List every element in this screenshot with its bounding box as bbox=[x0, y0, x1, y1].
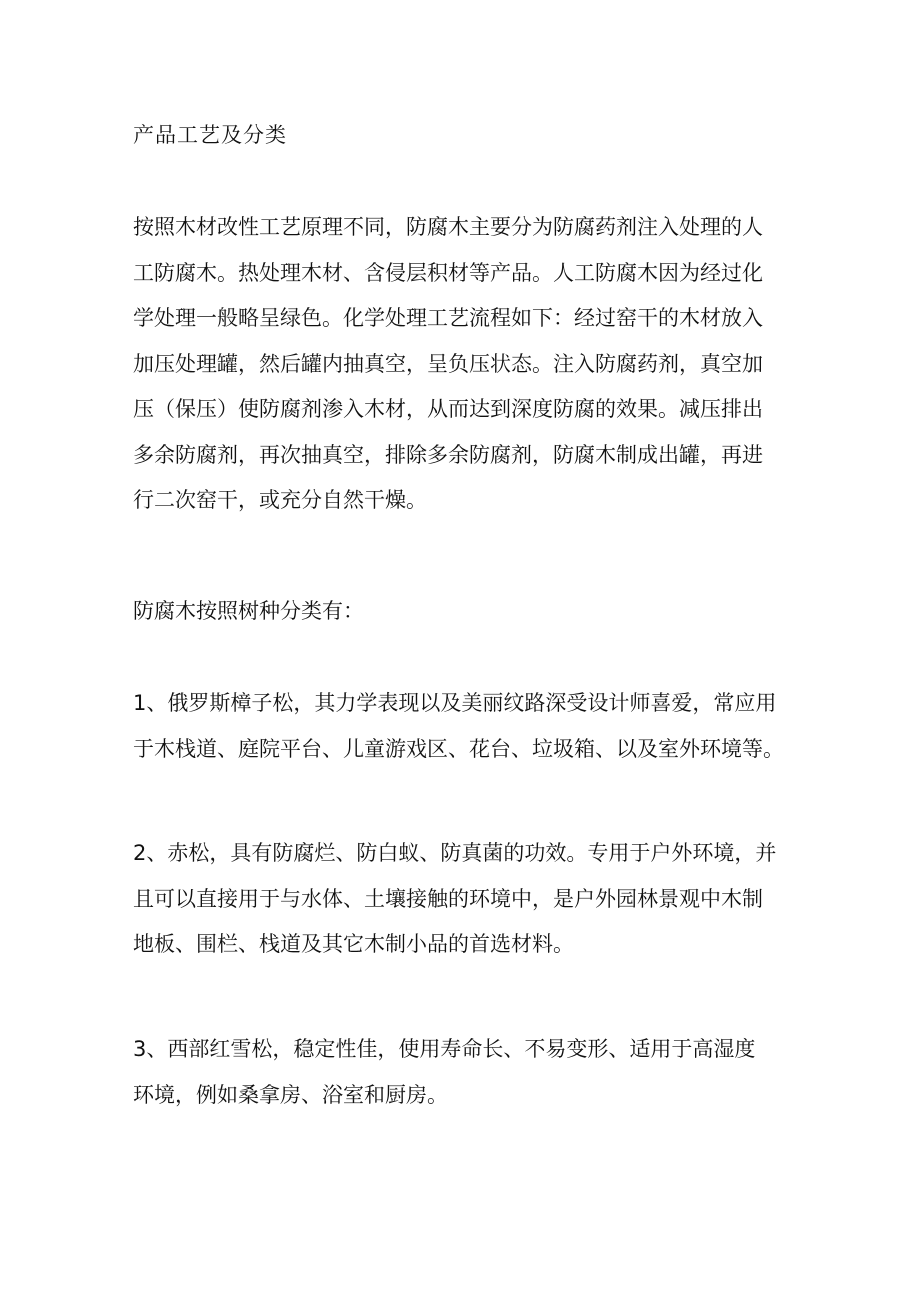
paragraph-line: 多余防腐剂，再次抽真空，排除多余防腐剂，防腐木制成出罐，再进 bbox=[133, 442, 763, 467]
paragraph-line: 按照木材改性工艺原理不同，防腐木主要分为防腐药剂注入处理的人 bbox=[133, 215, 763, 239]
list-item-line: 且可以直接用于与水体、土壤接触的环境中，是户外园林景观中木制 bbox=[133, 886, 763, 911]
list-item-line: 2、赤松，具有防腐烂、防白蚁、防真菌的功效。专用于户外环境，并 bbox=[133, 841, 777, 865]
paragraph-line: 学处理一般略呈绿色。化学处理工艺流程如下：经过窑干的木材放入 bbox=[133, 306, 763, 330]
list-item-line: 于木栈道、庭院平台、儿童游戏区、花台、垃圾箱、以及室外环境等。 bbox=[133, 736, 784, 761]
list-item bbox=[133, 831, 813, 968]
paragraph-line: 行二次窑干，或充分自然干燥。 bbox=[133, 488, 427, 512]
list-item bbox=[133, 681, 813, 772]
intro-paragraph bbox=[133, 205, 813, 524]
document-title: 产品工艺及分类 bbox=[133, 123, 287, 147]
paragraph-line: 工防腐木。热处理木材、含侵层积材等产品。人工防腐木因为经过化 bbox=[133, 260, 763, 285]
paragraph-line: 加压处理罐，然后罐内抽真空，呈负压状态。注入防腐药剂，真空加 bbox=[133, 351, 763, 376]
list-item bbox=[133, 1027, 813, 1118]
paragraph-line: 压（保压）使防腐剂渗入木材，从而达到深度防腐的效果。减压排出 bbox=[133, 397, 763, 421]
list-item-line: 3、西部红雪松，稳定性佳，使用寿命长、不易变形、适用于高湿度 bbox=[133, 1037, 756, 1061]
list-item-line: 地板、围栏、栈道及其它木制小品的首选材料。 bbox=[133, 932, 574, 956]
subheading-text: 防腐木按照树种分类有： bbox=[133, 599, 364, 623]
classification-subheading bbox=[133, 589, 813, 635]
list-item-line: 1、俄罗斯樟子松，其力学表现以及美丽纹路深受设计师喜爱，常应用 bbox=[133, 691, 777, 715]
list-item-line: 环境，例如桑拿房、浴室和厨房。 bbox=[133, 1082, 448, 1107]
